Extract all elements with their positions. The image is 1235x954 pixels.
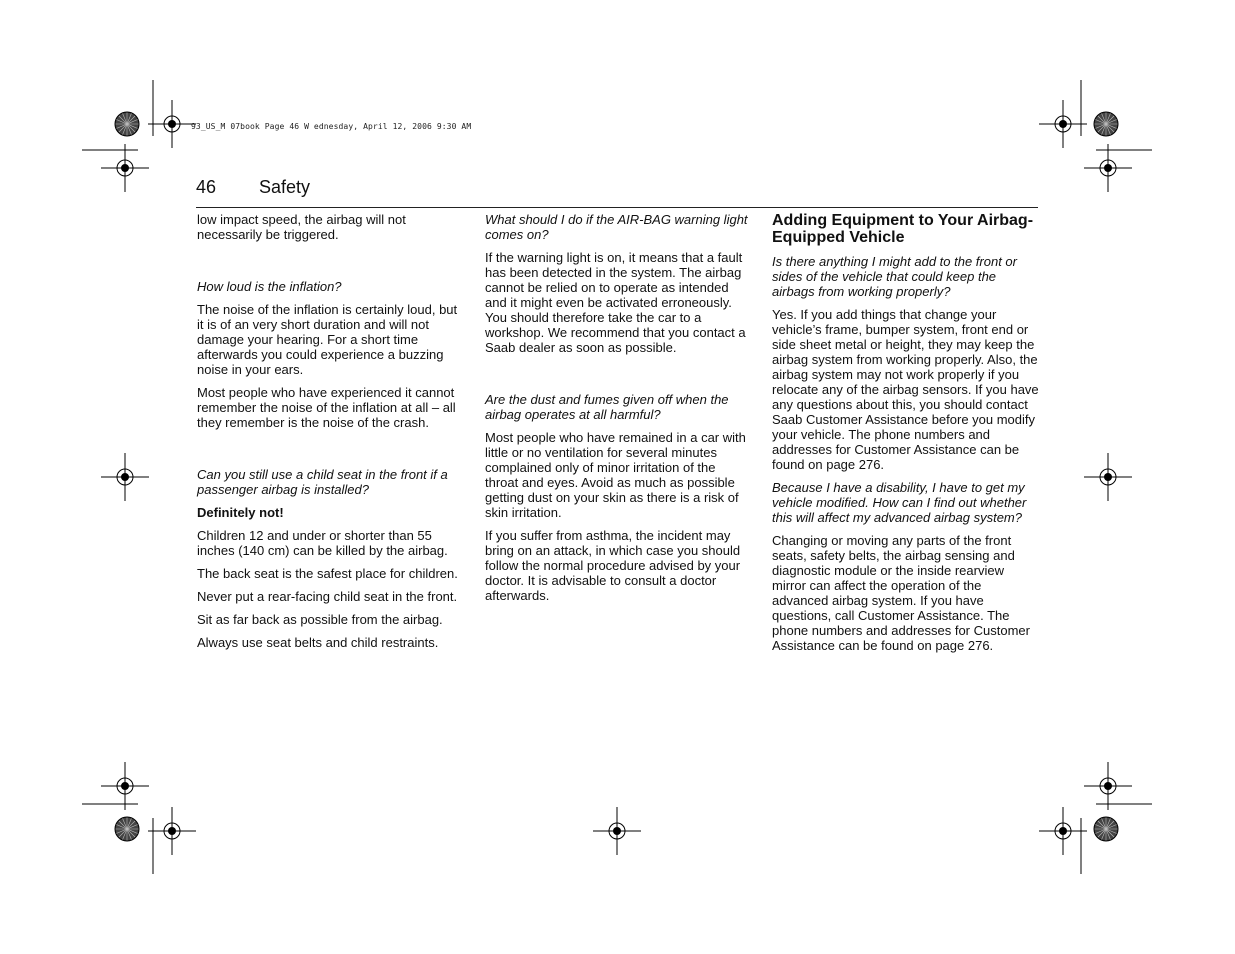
paragraph: Most people who have experienced it cannot remember the noise of the inflation at all – all they remember is the noise of the crash. bbox=[197, 385, 456, 430]
paragraph: Children 12 and under or shorter than 55 inches (140 cm) can be killed by the airbag. bbox=[197, 528, 448, 558]
question: Are the dust and fumes given off when the airbag operates at all harmful? bbox=[485, 392, 729, 422]
paragraph: Always use seat belts and child restraints. bbox=[197, 635, 439, 650]
question: How loud is the inflation? bbox=[197, 279, 342, 294]
question: What should I do if the AIR-BAG warning light comes on? bbox=[485, 212, 748, 242]
column-right bbox=[772, 212, 1040, 661]
print-slug: 93_US_M 07book Page 46 W ednesday, April 12, 2006 9:30 AM bbox=[191, 122, 472, 131]
paragraph: If the warning light is on, it means that a fault has been detected in the system. The airbag cannot be relied on to operate as intended and it might even be activated erroneously. You should therefore take the car to a workshop. We recommend that you contact a Saab dealer as soon as possible. bbox=[485, 250, 746, 355]
paragraph: The back seat is the safest place for children. bbox=[197, 566, 458, 581]
paragraph: Never put a rear-facing child seat in the front. bbox=[197, 589, 458, 604]
page-number: 46 bbox=[196, 177, 217, 197]
paragraph: Yes. If you add things that change your vehicle’s frame, bumper system, front end or side sheet metal or height, they may keep the airbag system from working properly. Also, the airbag system may not work properly if you relocate any of the airbag sensors. If you have any questions about this, you should contact Saab Customer Assistance before you modify your vehicle. The phone numbers and addresses for Customer Assistance can be found on page 276. bbox=[772, 307, 1039, 472]
question: Is there anything I might add to the front or sides of the vehicle that could keep the airbags from working properly? bbox=[772, 254, 1017, 299]
question: Because I have a disability, I have to get my vehicle modified. How can I find out whether this will affect my advanced airbag system? bbox=[772, 480, 1027, 525]
paragraph: Changing or moving any parts of the front seats, safety belts, the airbag sensing and diagnostic module or the inside rearview mirror can affect the operation of the advanced airbag system. If you have questions, call Customer Assistance. The phone numbers and addresses for Customer Assistance can be found on page 276. bbox=[772, 533, 1030, 653]
paragraph: If you suffer from asthma, the incident may bring on an attack, in which case you should follow the normal procedure advised by your doctor. It is advisable to consult a doctor afterwards. bbox=[485, 528, 741, 603]
section-title: Safety bbox=[259, 177, 311, 197]
bold-answer: Definitely not! bbox=[197, 505, 284, 520]
question: Can you still use a child seat in the front if a passenger airbag is installed? bbox=[197, 467, 448, 497]
paragraph: low impact speed, the airbag will not necessarily be triggered. bbox=[197, 212, 406, 242]
paragraph: Sit as far back as possible from the airbag. bbox=[197, 612, 443, 627]
section-heading: Adding Equipment to Your Airbag-Equipped Vehicle bbox=[772, 212, 1034, 246]
page-header bbox=[196, 177, 1038, 208]
column-middle bbox=[485, 212, 751, 611]
paragraph: Most people who have remained in a car with little or no ventilation for several minutes complained only of minor irritation of the throat and eyes. Avoid as much as possible getting dust on your skin as there is a risk of skin irritation. bbox=[485, 430, 746, 520]
column-left bbox=[197, 212, 465, 658]
paragraph: The noise of the inflation is certainly loud, but it is of an very short duration and will not damage your hearing. For a short time afterwards you could experience a buzzing noise in your ears. bbox=[197, 302, 458, 377]
